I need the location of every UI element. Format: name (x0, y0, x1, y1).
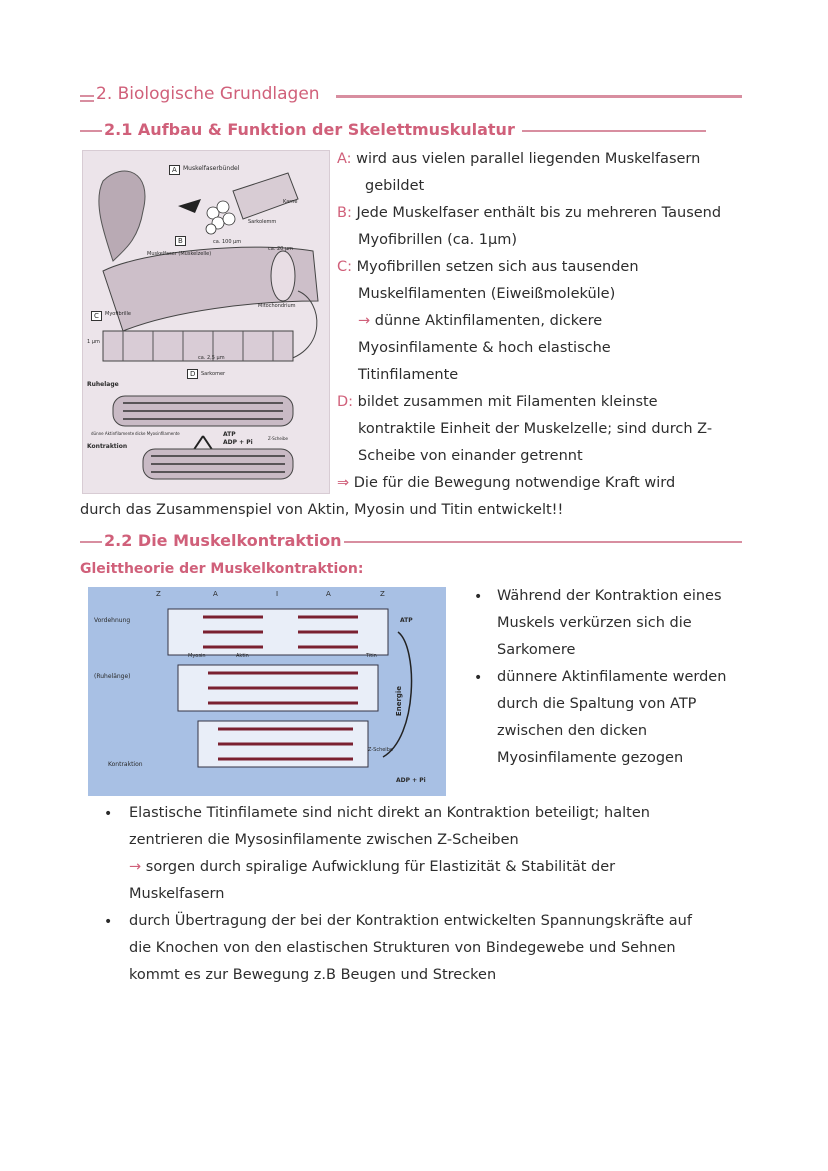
list2-line: zwischen den dicken (497, 723, 648, 739)
list1-line: Myofibrillen setzen sich aus tausenden (356, 259, 639, 275)
list3-line: durch Übertragung der bei der Kontraktion entwickelten Spannungskräfte auf (129, 913, 692, 929)
fig2-kontraktion: Kontraktion (108, 761, 143, 768)
fig1-zscheibe: Z-Scheibe (268, 436, 288, 441)
fig2-vordehnung: Vordehnung (94, 617, 131, 624)
fig1-duenne: dünne Aktinfilamente (91, 431, 135, 436)
fig2-adp: ADP + Pi (396, 777, 426, 784)
fig1-label-d: D (187, 369, 198, 379)
fig1-label-c: C (91, 311, 102, 321)
list1-line: kontraktile Einheit der Muskelzelle; sind durch Z- (358, 421, 713, 437)
heading-rule-left (80, 541, 102, 543)
fig1-adp: ADP + Pi (223, 439, 253, 446)
conclusion-text: durch das Zusammenspiel von Aktin, Myosin und Titin entwickelt!! (80, 502, 564, 518)
fig2-z: Z (156, 590, 161, 598)
list2-line: Muskels verkürzen sich die (497, 615, 692, 631)
list1-item-a (337, 146, 700, 173)
list1-line: Myofibrillen (ca. 1µm) (358, 232, 518, 248)
section-title: 2. Biologische Grundlagen (96, 84, 320, 104)
list1-line: bildet zusammen mit Filamenten kleinste (357, 394, 658, 410)
fig1-ruhelage: Ruhelage (87, 381, 119, 388)
arrow-icon: → (358, 313, 371, 329)
heading-rule-left (80, 100, 94, 102)
list2-line: durch die Spaltung von ATP (497, 696, 697, 712)
list1-line: Scheibe von einander getrennt (358, 448, 583, 464)
list1-label: C: (337, 259, 353, 275)
fig1-ca100: ca. 100 µm (213, 239, 242, 245)
fig2-a2: A (326, 590, 331, 598)
list3-line: sorgen durch spiralige Aufwicklung für Elastizität & Stabilität der (145, 859, 616, 875)
fig1-muskelfaserbuendel: Muskelfaserbündel (183, 165, 240, 172)
fig1-sarkomer: Sarkomer (201, 371, 226, 377)
list3-line: die Knochen von den elastischen Strukturen von Bindegewebe und Sehnen (129, 940, 676, 956)
list1-label: A: (337, 151, 352, 167)
fig2-ruhelaenge: (Ruhelänge) (94, 673, 131, 680)
conclusion-text: Die für die Bewegung notwendige Kraft wird (353, 475, 676, 491)
fig2-energie: Energie (395, 685, 404, 717)
sliding-filament-figure (88, 587, 446, 796)
fig1-mitochondrium: Mitochondrium (258, 303, 296, 309)
fig1-ca20: ca. 20 µm (268, 246, 293, 252)
list1-line: Jede Muskelfaser enthält bis zu mehreren Tausend (356, 205, 722, 221)
fig2-aktin: Aktin (236, 653, 249, 659)
list3-line: zentrieren die Mysosinfilamente zwischen Z-Scheiben (129, 832, 519, 848)
fig1-ca25: ca. 2,5 µm (198, 355, 225, 361)
list1-line: Myosinfilamente & hoch elastische (358, 340, 611, 356)
bullet-icon: • (474, 589, 483, 605)
arrow-icon: → (129, 859, 142, 875)
list3-line-arrow (129, 854, 615, 881)
subsection-title-2-1: 2.1 Aufbau & Funktion der Skelettmuskulatur (104, 120, 515, 139)
gleittheorie-heading: Gleittheorie der Muskelkontraktion: (80, 561, 364, 577)
fig2-z2: Z (380, 590, 385, 598)
list1-line: Muskelfilamenten (Eiweißmoleküle) (358, 286, 616, 302)
conclusion-line (337, 470, 675, 497)
fig1-dicke: dicke Myosinfilamente (135, 431, 180, 436)
list2-line: dünnere Aktinfilamente werden (497, 669, 727, 685)
fig2-a: A (213, 590, 218, 598)
subsection-title-2-2: 2.2 Die Muskelkontraktion (104, 531, 342, 550)
fig2-titin: Titin (366, 653, 377, 659)
list1-item-b (337, 200, 721, 227)
heading-rule-left (80, 95, 94, 97)
fig1-karne: Karne (283, 199, 298, 205)
fig1-1um: 1 µm (87, 339, 100, 345)
list1-line: dünne Aktinfilamenten, dickere (374, 313, 603, 329)
list1-line-arrow (358, 308, 602, 335)
heading-rule-right (344, 541, 742, 543)
fig1-label-a: A (169, 165, 180, 175)
fig1-kontraktion: Kontraktion (87, 443, 128, 450)
fig1-label-b: B (175, 236, 186, 246)
double-arrow-icon: ⇒ (337, 475, 350, 491)
list2-line: Myosinfilamente gezogen (497, 750, 684, 766)
list2-line: Sarkomere (497, 642, 576, 658)
list1-line: Titinfilamente (358, 367, 459, 383)
bullet-icon: • (474, 670, 483, 686)
fig2-zscheibe: Z-Scheibe (368, 747, 393, 753)
muscle-structure-figure (82, 150, 330, 494)
fig2-i: I (276, 590, 279, 598)
list3-line: Muskelfasern (129, 886, 225, 902)
list1-line: wird aus vielen parallel liegenden Muskelfasern (356, 151, 701, 167)
list1-item-c (337, 254, 639, 281)
list1-item-d (337, 389, 658, 416)
list1-label: D: (337, 394, 354, 410)
heading-rule-left (80, 130, 102, 132)
list3-line: Elastische Titinfilamete sind nicht direkt an Kontraktion beteiligt; halten (129, 805, 650, 821)
list2-line: Während der Kontraktion eines (497, 588, 722, 604)
fig2-atp: ATP (400, 617, 413, 624)
list1-line: gebildet (365, 178, 425, 194)
heading-rule-right (522, 130, 706, 132)
bullet-icon: • (104, 806, 113, 822)
fig1-atp: ATP (223, 431, 236, 438)
list3-line: kommt es zur Bewegung z.B Beugen und Strecken (129, 967, 497, 983)
fig1-myofibrille: Myofibrille (105, 311, 131, 317)
fig1-muskelfaser: Muskelfaser (Muskelzelle) (147, 251, 212, 257)
heading-rule-right (336, 95, 742, 98)
fig1-sarkolemm: Sarkolemm (248, 219, 277, 225)
fig2-myosin: Myosin (188, 653, 206, 659)
bullet-icon: • (104, 914, 113, 930)
list1-label: B: (337, 205, 352, 221)
